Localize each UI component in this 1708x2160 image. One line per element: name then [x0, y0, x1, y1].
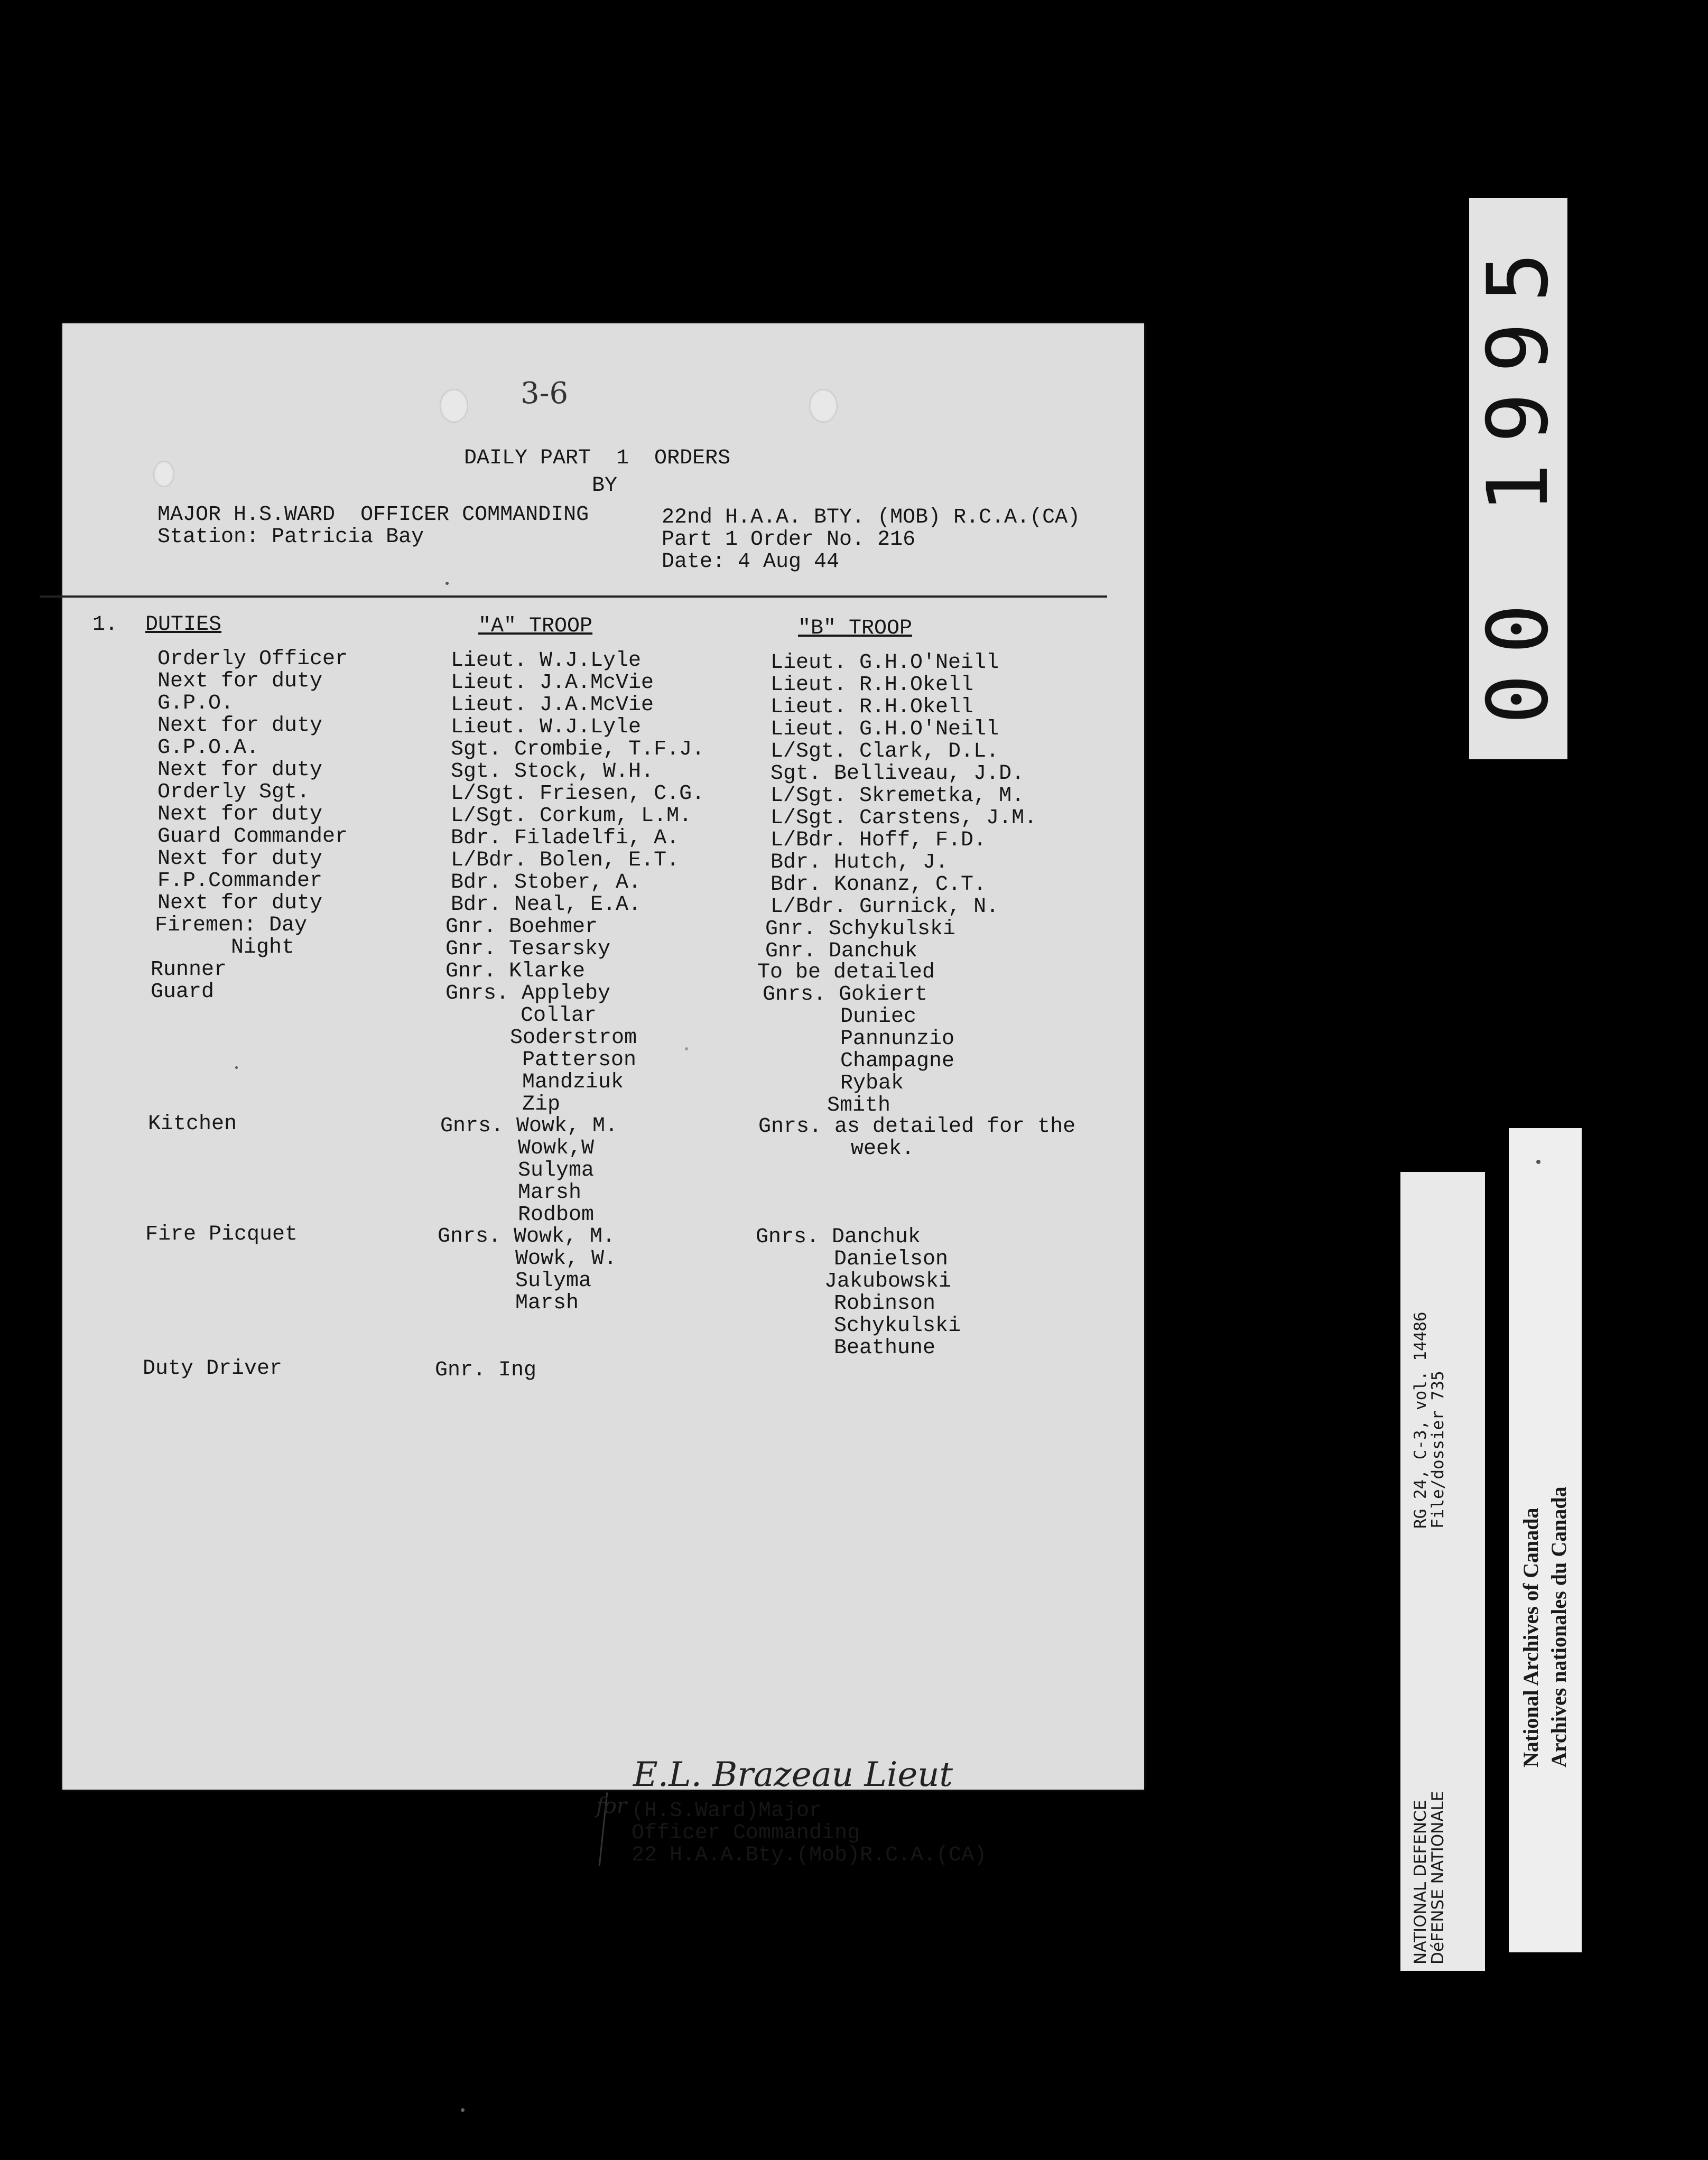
section-number: 1.	[92, 613, 118, 637]
list-item: week.	[851, 1137, 915, 1161]
speck	[235, 1066, 238, 1069]
troop-a-assignee: Lieut. W.J.Lyle	[451, 715, 642, 739]
order-date: Date: 4 Aug 44	[662, 550, 840, 574]
troop-b-assignee: L/Sgt. Skremetka, M.	[771, 784, 1025, 808]
archive-stamp-en: National Archives of Canada	[1519, 1507, 1543, 1767]
duty-label: Orderly Officer	[157, 647, 348, 671]
commander-line: MAJOR H.S.WARD OFFICER COMMANDING	[157, 503, 589, 527]
unit-line: 22nd H.A.A. BTY. (MOB) R.C.A.(CA)	[662, 506, 1081, 529]
header-rule	[40, 595, 1107, 598]
list-item: Collar	[521, 1004, 597, 1028]
troop-b-assignee: L/Sgt. Clark, D.L.	[771, 740, 999, 764]
orders-title-by: BY	[592, 474, 618, 498]
troop-b-assignee: L/Sgt. Carstens, J.M.	[771, 806, 1037, 830]
troop-a-assignee: Lieut. J.A.McVie	[451, 693, 654, 717]
list-item: Patterson	[522, 1048, 637, 1072]
list-item: Zip	[522, 1093, 561, 1116]
troop-a-assignee: Gnr. Tesarsky	[445, 937, 611, 961]
troop-a-assignee: Gnr. Ing	[435, 1358, 537, 1382]
list-item: Sulyma	[518, 1159, 595, 1183]
list-item: Beathune	[834, 1336, 936, 1360]
column-header-b: "B" TROOP	[798, 617, 913, 640]
defence-label-en: NATIONAL DEFENCE	[1411, 1800, 1430, 1965]
troop-b-assignee: To be detailed	[757, 961, 935, 984]
archive-stamp-fr: Archives nationales du Canada	[1546, 1486, 1571, 1767]
troop-a-assignee: Lieut. J.A.McVie	[451, 671, 654, 695]
punch-hole-left	[440, 389, 468, 423]
list-item: Gnrs. Danchuk	[756, 1225, 921, 1249]
list-item: Gnrs. as detailed for the	[758, 1115, 1076, 1139]
list-item: Marsh	[518, 1181, 582, 1205]
troop-b-assignee: L/Bdr. Gurnick, N.	[771, 895, 999, 919]
troop-b-assignee: Bdr. Konanz, C.T.	[771, 873, 987, 897]
list-item: Gnrs. Wowk, M.	[440, 1114, 618, 1138]
defence-label-fr: DéFENSE NATIONALE	[1428, 1791, 1447, 1965]
signed-for-mark: for	[596, 1794, 627, 1818]
signatory-unit: 22 H.A.A.Bty.(Mob)R.C.A.(CA)	[632, 1844, 987, 1867]
list-item: Danielson	[834, 1247, 949, 1271]
duty-label: Fire Picquet	[145, 1223, 298, 1246]
punch-hole-right	[809, 389, 838, 423]
defence-label-text	[1412, 1791, 1446, 1965]
archive-reference-label	[1400, 1172, 1485, 1971]
duty-label: Kitchen	[148, 1112, 237, 1136]
column-header-a: "A" TROOP	[478, 615, 593, 638]
archive-stamp-text	[1517, 1486, 1573, 1767]
section-title: DUTIES	[145, 613, 222, 637]
signatory-title: Officer Commanding	[632, 1821, 860, 1845]
station-line: Station: Patricia Bay	[157, 525, 424, 549]
duty-label: G.P.O.	[157, 692, 234, 715]
orders-title: DAILY PART 1 ORDERS	[464, 446, 731, 470]
list-item: Schykulski	[834, 1314, 961, 1338]
speck	[461, 2108, 465, 2112]
list-item: Mandziuk	[522, 1070, 624, 1094]
duty-label: Next for duty	[157, 669, 323, 693]
signatory-name: (H.S.Ward)Major	[632, 1799, 822, 1823]
list-item: Soderstrom	[510, 1026, 637, 1050]
list-item: Wowk, W.	[515, 1247, 617, 1271]
duty-label: Night	[155, 936, 295, 960]
duty-label: Next for duty	[157, 891, 323, 915]
stamp-speck	[1536, 1160, 1540, 1164]
archive-ref-line1: RG 24, C-3, vol. 14486	[1411, 1311, 1430, 1529]
speck	[445, 582, 449, 585]
frame-number-box	[1470, 209, 1567, 748]
duty-label: Firemen: Day	[155, 914, 308, 937]
handwritten-signature: E.L. Brazeau Lieut	[633, 1755, 953, 1794]
duty-label: Next for duty	[157, 803, 323, 826]
list-item: Duniec	[840, 1005, 917, 1029]
list-item: Sulyma	[515, 1269, 592, 1293]
list-item: Gnrs. Appleby	[445, 982, 611, 1005]
list-item: Marsh	[515, 1291, 579, 1315]
troop-b-assignee: Lieut. G.H.O'Neill	[771, 718, 999, 741]
list-item: Pannunzio	[840, 1027, 955, 1051]
troop-a-assignee: L/Bdr. Bolen, E.T.	[451, 849, 680, 872]
troop-b-assignee: Lieut. G.H.O'Neill	[771, 651, 999, 675]
troop-b-assignee: L/Bdr. Hoff, F.D.	[771, 828, 987, 852]
frame-number-strip	[1469, 198, 1567, 759]
troop-b-assignee: Gnr. Schykulski	[765, 917, 956, 941]
troop-a-assignee: Sgt. Crombie, T.F.J.	[451, 738, 705, 761]
troop-b-assignee: Bdr. Hutch, J.	[771, 851, 949, 874]
list-item: Smith	[827, 1094, 891, 1118]
punch-hole-small	[153, 461, 174, 487]
troop-a-assignee: Bdr. Neal, E.A.	[451, 893, 642, 917]
duty-label: Orderly Sgt.	[157, 780, 310, 804]
speck	[685, 1047, 688, 1050]
duty-label: Runner	[151, 958, 227, 982]
troop-b-assignee: Lieut. R.H.Okell	[771, 673, 974, 697]
troop-a-assignee: L/Sgt. Friesen, C.G.	[451, 782, 705, 806]
list-item: Robinson	[834, 1292, 936, 1316]
list-item: Jakubowski	[824, 1270, 952, 1293]
duty-label: Next for duty	[157, 847, 323, 871]
archive-ref-line2: File/dossier 735	[1428, 1371, 1447, 1529]
troop-a-assignee: Gnr. Klarke	[445, 960, 586, 983]
duty-label: G.P.O.A.	[157, 736, 259, 760]
list-item: Gnrs. Wowk, M.	[438, 1225, 616, 1249]
troop-a-assignee: Bdr. Filadelfi, A.	[451, 826, 680, 850]
troop-b-assignee: Sgt. Belliveau, J.D.	[771, 762, 1025, 786]
list-item: Rodbom	[518, 1203, 595, 1227]
duty-label: Next for duty	[157, 758, 323, 782]
list-item: Wowk,W	[518, 1137, 595, 1160]
list-item: Champagne	[840, 1049, 955, 1073]
troop-a-assignee: Bdr. Stober, A.	[451, 871, 642, 895]
troop-a-assignee: L/Sgt. Corkum, L.M.	[451, 804, 692, 828]
troop-b-assignee: Lieut. R.H.Okell	[771, 695, 974, 719]
duty-label: Next for duty	[157, 714, 323, 738]
frame-number: 00 1995	[1470, 232, 1567, 724]
archive-stamp-label	[1509, 1128, 1582, 1952]
duty-label: Duty Driver	[143, 1357, 283, 1381]
order-number: Part 1 Order No. 216	[662, 528, 916, 552]
duty-label: Guard	[151, 980, 215, 1004]
troop-a-assignee: Lieut. W.J.Lyle	[451, 649, 642, 673]
duty-label: Guard Commander	[157, 825, 348, 849]
list-item: Rybak	[840, 1072, 904, 1095]
list-item: Gnrs. Gokiert	[763, 983, 928, 1007]
troop-a-assignee: Gnr. Boehmer	[445, 915, 598, 939]
folio-number: 3-6	[521, 376, 569, 411]
troop-a-assignee: Sgt. Stock, W.H.	[451, 760, 654, 784]
duty-label: F.P.Commander	[157, 869, 323, 893]
archive-reference-text	[1412, 1311, 1446, 1529]
troop-b-assignee: Gnr. Danchuk	[765, 939, 918, 963]
